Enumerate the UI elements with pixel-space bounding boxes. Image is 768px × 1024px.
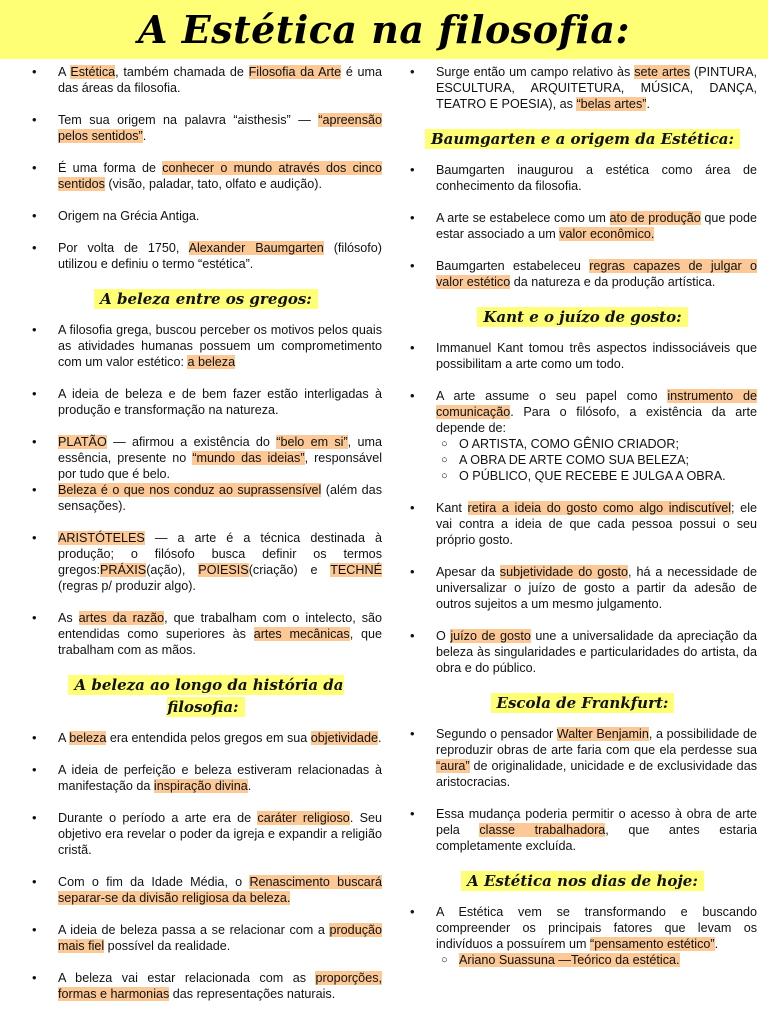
highlighted-text: Filosofia da Arte <box>248 65 342 79</box>
bullet-item <box>408 162 757 194</box>
text-run: , a possibilidade de reproduzir obras de arte faria com que ela perdesse sua <box>436 727 758 757</box>
section-heading-baumgarten: Baumgarten e a origem da Estética: <box>408 128 757 150</box>
frankfurt-list <box>408 726 757 854</box>
bullet-item <box>408 210 757 242</box>
text-run: , que trabalham com as mãos. <box>58 627 383 657</box>
text-run: O <box>436 629 451 643</box>
greeks-list <box>30 322 382 658</box>
highlighted-text: objetividade <box>310 731 378 745</box>
highlighted-text: retira a ideia do gosto como algo indiscutível <box>467 501 732 515</box>
title-banner <box>0 0 768 59</box>
today-list <box>408 904 757 968</box>
section-heading-kant: Kant e o juízo de gosto: <box>408 306 757 328</box>
text-run: O PÚBLICO, QUE RECEBE E JULGA A OBRA. <box>459 469 726 483</box>
text-run: Por volta de 1750, <box>58 241 189 255</box>
bullet-item <box>408 564 757 612</box>
highlighted-text: subjetividade do gosto <box>499 565 629 579</box>
text-run: Baumgarten inaugurou a estética como área de conhecimento da filosofia. <box>436 163 757 193</box>
text-run: A filosofia grega, buscou perceber os motivos pelos quais as atividades humanas possuem um comprometimento com um valor estético: <box>58 323 382 369</box>
highlighted-text: beleza <box>69 731 107 745</box>
text-run: As <box>58 611 79 625</box>
text-run: , responsável por tudo que é belo. <box>58 451 383 481</box>
text-run: . <box>378 731 382 745</box>
highlighted-text: Renascimento buscará separar-se da divisão religiosa da beleza. <box>58 875 382 905</box>
text-run: A arte se estabelece como um <box>436 211 610 225</box>
highlighted-text: caráter religioso <box>257 811 350 825</box>
seven-arts-list <box>408 64 757 112</box>
text-run: Segundo o pensador <box>436 727 557 741</box>
text-run: (visão, paladar, tato, olfato e audição). <box>104 177 322 191</box>
text-run: É uma forma de <box>58 161 163 175</box>
text-run: A beleza vai estar relacionada com as <box>58 971 316 985</box>
text-run: (PINTURA, ESCULTURA, ARQUITETURA, MÚSICA, DANÇA, TEATRO E POESIA), as <box>436 65 758 111</box>
text-run: , há a necessidade de universalizar o juízo de gosto a partir da adesão de outros sujeitos a um mesmo julgamento. <box>436 565 757 611</box>
highlighted-text: classe trabalhadora <box>479 823 606 837</box>
text-run: . <box>142 129 147 143</box>
text-run: , que antes estaria completamente excluída. <box>436 823 757 853</box>
section-heading-today: A Estética nos dias de hoje: <box>408 870 757 892</box>
highlighted-text: “apreensão pelos sentidos” <box>58 113 382 143</box>
bullet-item <box>30 112 382 144</box>
text-run: ; ele vai contra a ideia de que cada pessoa possui o seu próprio gosto. <box>436 501 757 547</box>
bullet-item <box>30 386 382 418</box>
highlighted-text: “aura” <box>436 759 470 773</box>
text-run: A OBRA DE ARTE COMO SUA BELEZA; <box>459 453 690 467</box>
bullet-item <box>408 258 757 290</box>
sub-list-item <box>436 952 757 968</box>
left-column <box>30 64 382 1018</box>
text-run: Kant <box>436 501 468 515</box>
highlighted-text: Alexander Baumgarten <box>188 241 324 255</box>
text-run: . <box>646 97 650 111</box>
bullet-item <box>408 340 757 372</box>
text-run: (regras p/ produzir algo). <box>58 579 196 593</box>
highlighted-text: Estética <box>70 65 116 79</box>
highlighted-text: sete artes <box>634 65 691 79</box>
text-run: Surge então um campo relativo às <box>436 65 635 79</box>
highlighted-text: Beleza é o que nos conduz ao suprassensível <box>58 483 322 497</box>
bullet-item <box>30 970 382 1002</box>
text-run: (criação) e <box>248 563 331 577</box>
bullet-item <box>30 482 382 514</box>
highlighted-text: ato de produção <box>609 211 701 225</box>
intro-list <box>30 64 382 272</box>
bullet-item <box>30 762 382 794</box>
sub-list <box>436 436 757 484</box>
bullet-item <box>30 240 382 272</box>
history-list <box>30 730 382 1002</box>
text-run: Apesar da <box>436 565 500 579</box>
kant-list <box>408 340 757 676</box>
text-run: , também chamada de <box>115 65 249 79</box>
highlighted-text: POIESIS <box>198 563 249 577</box>
section-heading-greeks: A beleza entre os gregos: <box>30 288 382 310</box>
right-column <box>408 64 757 984</box>
text-run: O ARTISTA, COMO GÊNIO CRIADOR; <box>459 437 679 451</box>
bullet-item <box>408 806 757 854</box>
bullet-item <box>30 874 382 906</box>
section-heading-history: A beleza ao longo da história da filosofia: <box>30 674 382 718</box>
text-run: (filósofo) utilizou e definiu o termo “estética”. <box>58 241 382 271</box>
bullet-item <box>30 730 382 746</box>
highlighted-text: a beleza <box>187 355 236 369</box>
text-run: da natureza e da produção artística. <box>510 275 716 289</box>
text-run: une a universalidade da apreciação da beleza às singularidades e particularidades do artista, da obra e do público. <box>436 629 757 675</box>
bullet-item <box>30 530 382 594</box>
text-run: . <box>247 779 252 793</box>
text-run: A <box>58 731 70 745</box>
text-run: . Para o filósofo, a existência da arte depende de: <box>436 405 757 435</box>
baumgarten-list <box>408 162 757 290</box>
highlighted-text: ARISTÓTELES <box>58 531 145 545</box>
bullet-item <box>30 64 382 96</box>
bullet-item <box>408 904 757 968</box>
text-run: (ação), <box>146 563 199 577</box>
sub-list-item <box>436 436 757 452</box>
text-run: Com o fim da Idade Média, o <box>58 875 250 889</box>
highlighted-text: valor econômico. <box>559 227 655 241</box>
text-run: . Seu objetivo era revelar o poder da igreja e expandir a religião cristã. <box>58 811 383 857</box>
bullet-item <box>30 160 382 192</box>
text-run: Immanuel Kant tomou três aspectos indissociáveis que possibilitam a arte como um todo. <box>436 341 757 371</box>
text-run: A Estética vem se transformando e buscando compreender os principais fatores que levam os indivíduos a possuírem um <box>436 905 757 951</box>
highlighted-text: TECHNÉ <box>330 563 382 577</box>
text-run: era entendida pelos gregos em sua <box>106 731 311 745</box>
highlighted-text: Walter Benjamin <box>556 727 649 741</box>
bullet-item <box>408 726 757 790</box>
text-run: A ideia de beleza e de bem fazer estão interligadas à produção e transformação na natureza. <box>58 387 382 417</box>
highlighted-text: PLATÃO <box>58 435 107 449</box>
highlighted-text: produção mais fiel <box>58 923 382 953</box>
text-run: Essa mudança poderia permitir o acesso à obra de arte pela <box>436 807 757 837</box>
section-heading-frankfurt: Escola de Frankfurt: <box>408 692 757 714</box>
bullet-item <box>30 322 382 370</box>
highlighted-text: “mundo das ideias” <box>192 451 305 465</box>
highlighted-text: artes da razão <box>78 611 165 625</box>
highlighted-text: “belo em si” <box>276 435 348 449</box>
highlighted-text: regras capazes de julgar o valor estético <box>436 259 757 289</box>
text-run: Tem sua origem na palavra “aisthesis” — <box>58 113 319 127</box>
text-run: A arte assume o seu papel como <box>436 389 668 403</box>
highlighted-text: PRÁXIS <box>100 563 147 577</box>
sub-list-item <box>436 468 757 484</box>
sub-list <box>436 952 757 968</box>
highlighted-text: juízo de gosto <box>450 629 531 643</box>
text-run: — a arte é a técnica destinada à produção; o filósofo busca definir os termos gregos: <box>58 531 382 577</box>
text-run: A <box>58 65 71 79</box>
text-run: . <box>714 937 719 951</box>
highlighted-text: artes mecânicas <box>253 627 350 641</box>
text-run: (além das sensações). <box>58 483 382 513</box>
text-run: que pode estar associado a um <box>436 211 757 241</box>
bullet-item <box>30 434 382 482</box>
highlighted-text: inspiração divina <box>153 779 248 793</box>
bullet-item <box>408 500 757 548</box>
text-run: possível da realidade. <box>104 939 231 953</box>
bullet-item <box>30 922 382 954</box>
bullet-item <box>30 810 382 858</box>
highlighted-text: “pensamento estético” <box>590 937 715 951</box>
bullet-item <box>408 628 757 676</box>
text-run: de originalidade, unicidade e de exclusividade das aristocracias. <box>436 759 757 789</box>
highlighted-text: conhecer o mundo através dos cinco sentidos <box>58 161 382 191</box>
highlighted-text: Ariano Suassuna —Teórico da estética. <box>459 953 680 967</box>
text-run: Durante o período a arte era de <box>58 811 258 825</box>
bullet-item <box>30 208 382 224</box>
bullet-item <box>408 64 757 112</box>
text-run: é uma das áreas da filosofia. <box>58 65 382 95</box>
text-run: A ideia de beleza passa a se relacionar com a <box>58 923 330 937</box>
text-run: Baumgarten estabeleceu <box>436 259 590 273</box>
text-run: Origem na Grécia Antiga. <box>58 209 200 223</box>
text-run: — afirmou a existência do <box>106 435 277 449</box>
bullet-item <box>30 610 382 658</box>
text-run: , uma essência, presente no <box>58 435 382 465</box>
page-title: A Estética na filosofia: <box>138 7 630 52</box>
text-run: das representações naturais. <box>169 987 336 1001</box>
highlighted-text: “belas artes” <box>576 97 647 111</box>
sub-list-item <box>436 452 757 468</box>
bullet-item <box>408 388 757 484</box>
highlighted-text: proporções, formas e harmonias <box>58 971 382 1001</box>
text-run: A ideia de perfeição e beleza estiveram relacionadas à manifestação da <box>58 763 382 793</box>
highlighted-text: instrumento de comunicação <box>436 389 757 419</box>
text-run: , que trabalham com o intelecto, são entendidas como superiores às <box>58 611 382 641</box>
